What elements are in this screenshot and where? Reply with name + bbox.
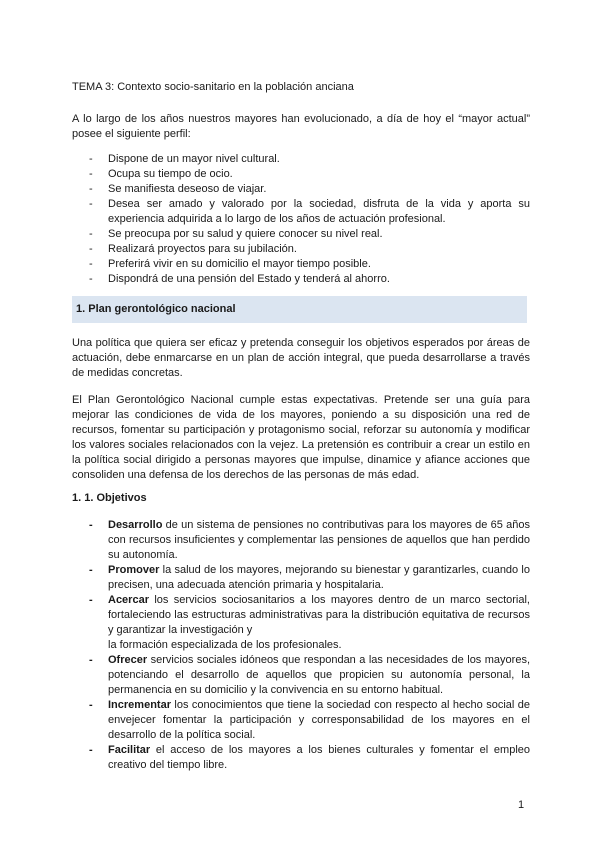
dash-marker: -	[89, 744, 93, 756]
dash-marker: -	[89, 273, 93, 285]
page-number: 1	[518, 799, 525, 811]
list-item: - Facilitar el acceso de los mayores a los bienes culturales y fomentar el empleo creativo del tiempo libre.	[89, 744, 530, 771]
dash-marker: -	[89, 183, 93, 195]
intro-paragraph: A lo largo de los años nuestros mayores han evolucionado, a día de hoy el “mayor actual” posee el siguiente perfil:	[72, 113, 530, 140]
objective-keyword: Ofrecer	[108, 654, 148, 666]
section-heading: 1. Plan gerontológico nacional	[72, 296, 527, 323]
list-item: - Acercar los servicios sociosanitarios a los mayores dentro de un marco sectorial, fortaleciendo las estructuras administrativas para la distribución equitativa de recursos y garantizar la investigación y la formación especializada de los profesionales.	[89, 594, 530, 651]
list-item: - Realizará proyectos para su jubilación.	[89, 243, 297, 255]
body-paragraph: El Plan Gerontológico Nacional cumple estas expectativas. Pretende ser una guía para mejorar las condiciones de vida de los mayores, poniendo a su disposición una red de recursos, fomentar su participación y protagonismo social, reforzar su autonomía y modificar los valores sociales relacionados con la vejez. La pretensión es contribuir a crear un estilo en la política social dirigido a personas mayores que impulse, dinamice y afiance acciones que consoliden una defensa de los derechos de las personas de más edad.	[72, 394, 530, 481]
dash-marker: -	[89, 153, 93, 165]
objective-keyword: Incrementar	[108, 699, 171, 711]
list-item: - Dispondrá de una pensión del Estado y tenderá al ahorro.	[89, 273, 390, 285]
list-item: - Desarrollo de un sistema de pensiones no contributivas para los mayores de 65 años con recursos insuficientes y complementar las pensiones de aquellos que han perdido su autonomía.	[89, 519, 530, 561]
list-item: - Ofrecer servicios sociales idóneos que respondan a las necesidades de los mayores, potenciando el desarrollo de aquellos que propicien su autonomía personal, la permanencia en su domicilio y la convivencia en su entorno habitual.	[89, 654, 530, 696]
body-paragraph: Una política que quiera ser eficaz y pretenda conseguir los objetivos esperados por áreas de actuación, debe enmarcarse en un plan de acción integral, que pueda desarrollarse a través de medidas concretas.	[72, 337, 530, 379]
list-item: - Promover la salud de los mayores, mejorando su bienestar y garantizarles, cuando lo precisen, una adecuada atención primaria y hospitalaria.	[89, 564, 530, 591]
dash-marker: -	[89, 243, 93, 255]
profile-list	[72, 152, 530, 287]
objective-keyword: Desarrollo	[108, 519, 163, 531]
list-item: - Desea ser amado y valorado por la sociedad, disfruta de la vida y aporta su experiencia adquirida a lo largo de los años de actuación profesional.	[89, 198, 530, 225]
document-title: TEMA 3: Contexto socio-sanitario en la población anciana	[72, 81, 354, 93]
dash-marker: -	[89, 519, 93, 531]
objective-keyword: Acercar	[108, 594, 149, 606]
objective-keyword: Facilitar	[108, 744, 151, 756]
list-item: - Preferirá vivir en su domicilio el mayor tiempo posible.	[89, 258, 371, 270]
dash-marker: -	[89, 564, 93, 576]
objective-keyword: Promover	[108, 564, 160, 576]
objectives-list	[72, 518, 530, 773]
dash-marker: -	[89, 699, 93, 711]
dash-marker: -	[89, 258, 93, 270]
list-item: - Incrementar los conocimientos que tiene la sociedad con respecto al hecho social de envejecer fomentar la participación y corresponsabilidad de los mayores en el desarrollo de la política social.	[89, 699, 530, 741]
list-item: - Se manifiesta deseoso de viajar.	[89, 183, 267, 195]
list-item: - Ocupa su tiempo de ocio.	[89, 168, 233, 180]
dash-marker: -	[89, 198, 93, 210]
dash-marker: -	[89, 168, 93, 180]
list-item: - Se preocupa por su salud y quiere conocer su nivel real.	[89, 228, 383, 240]
subsection-heading: 1. 1. Objetivos	[72, 492, 147, 504]
dash-marker: -	[89, 228, 93, 240]
dash-marker: -	[89, 654, 93, 666]
list-item: - Dispone de un mayor nivel cultural.	[89, 153, 280, 165]
dash-marker: -	[89, 594, 93, 606]
